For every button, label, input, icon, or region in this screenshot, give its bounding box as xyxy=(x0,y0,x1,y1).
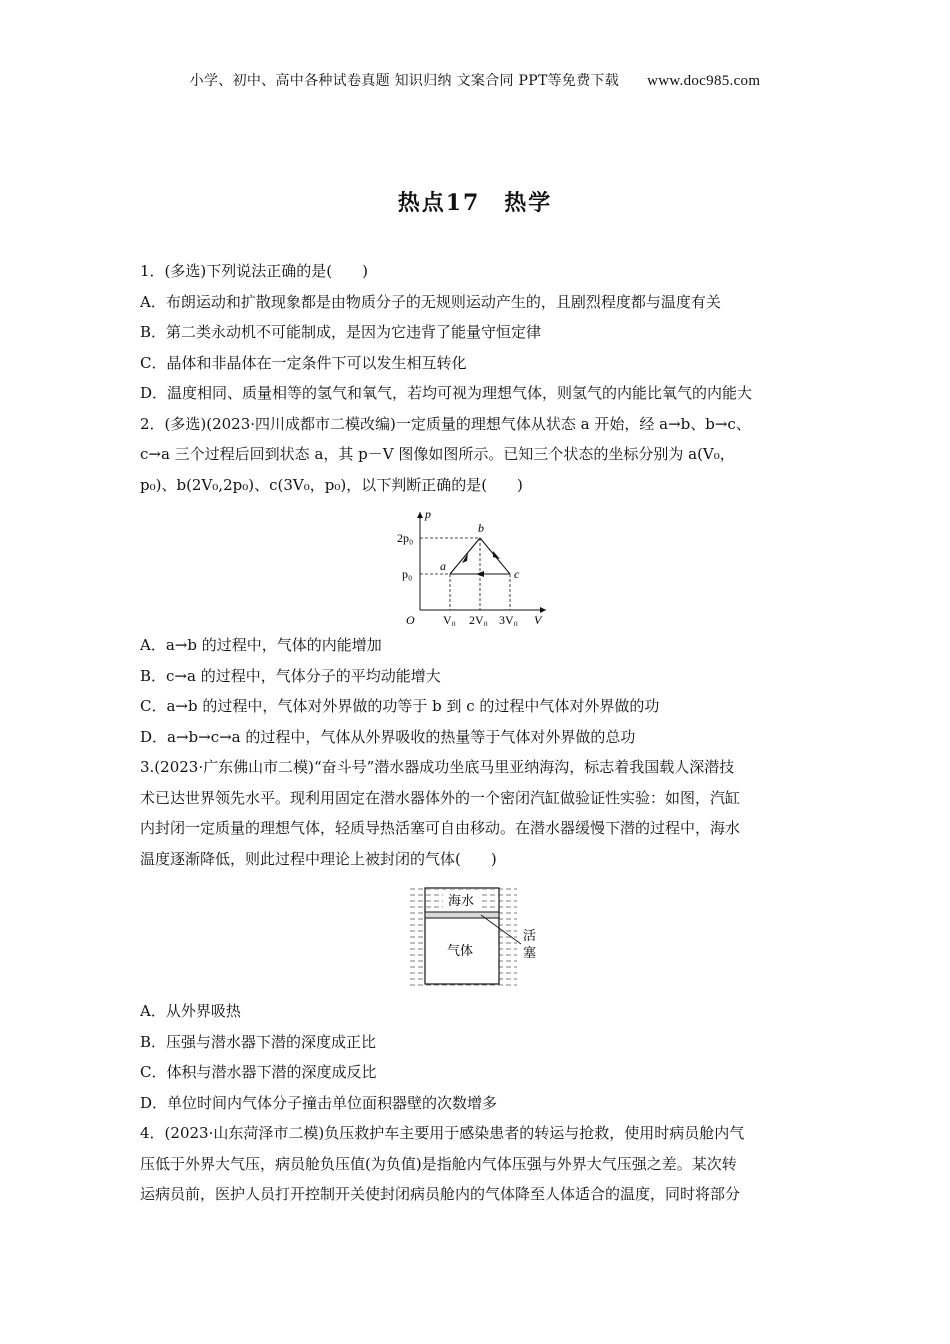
q2-stem-line-3: p₀)、b(2V₀,2p₀)、c(3V₀，p₀)，以下判断正确的是( ) xyxy=(140,475,523,494)
seawater-label: 海水 xyxy=(448,893,475,908)
arrow-b-c xyxy=(493,551,500,559)
q3-stem-line-3: 内封闭一定质量的理想气体，轻质导热活塞可自由移动。在潜水器缓慢下潜的过程中，海水 xyxy=(140,819,741,837)
point-a-label: a xyxy=(440,559,446,573)
page-title: 热点17 热学 xyxy=(397,190,553,216)
piston-label-2: 塞 xyxy=(523,945,537,960)
q3-option-b: B．压强与潜水器下潜的深度成正比 xyxy=(140,1032,377,1051)
cylinder-diagram xyxy=(401,880,551,992)
pv-graph xyxy=(396,506,556,626)
q2-stem-line-1: 2．(多选)(2023·四川成都市二模改编)一定质量的理想气体从状态 a 开始，经 a→b、b→c、 xyxy=(140,414,751,433)
q1-option-b: B．第二类永动机不可能制成，是因为它违背了能量守恒定律 xyxy=(140,323,542,341)
header-site: www.doc985.com xyxy=(647,73,761,89)
origin-label: O xyxy=(406,613,415,626)
q1-option-d: D．温度相同、质量相等的氢气和氧气，若均可视为理想气体，则氢气的内能比氧气的内能大 xyxy=(140,384,753,402)
arrow-c-a xyxy=(476,571,484,577)
point-c-label: c xyxy=(514,567,520,581)
q1-option-c: C．晶体和非晶体在一定条件下可以发生相互转化 xyxy=(140,353,467,372)
q3-option-d: D．单位时间内气体分子撞击单位面积器壁的次数增多 xyxy=(140,1093,498,1112)
q3-option-c: C．体积与潜水器下潜的深度成反比 xyxy=(140,1063,377,1081)
tick-2v0: 2V₀ xyxy=(469,613,488,626)
document-body xyxy=(140,256,812,1210)
q1-option-a: A．布朗运动和扩散现象都是由物质分子的无规则运动产生的，且剧烈程度都与温度有关 xyxy=(140,292,721,311)
question-3 xyxy=(140,752,812,1118)
piston-label-1: 活 xyxy=(523,928,537,943)
p-axis-label: p xyxy=(425,507,431,521)
q3-stem-line-4: 温度逐渐降低，则此过程中理论上被封闭的气体( ) xyxy=(140,849,497,868)
q4-line-1: 4．(2023·山东菏泽市二模)负压救护车主要用于感染患者的转运与抢救，使用时病员舱内气 xyxy=(140,1124,745,1142)
q2-option-b: B．c→a 的过程中，气体分子的平均动能增大 xyxy=(140,666,441,685)
question-1 xyxy=(140,256,812,409)
q3-option-a: A．从外界吸热 xyxy=(140,1002,241,1020)
tick-p0: p₀ xyxy=(402,567,413,581)
q4-line-2: 压低于外界大气压，病员舱负压值(为负值)是指舱内气体压强与外界大气压强之差。某次转 xyxy=(140,1154,737,1173)
cylinder-figure xyxy=(140,880,812,992)
question-4 xyxy=(140,1118,812,1210)
q2-stem-line-2: c→a 三个过程后回到状态 a，其 p－V 图像如图所示。已知三个状态的坐标分别为 a(V₀， xyxy=(140,445,735,463)
q2-option-c: C．a→b 的过程中，气体对外界做的功等于 b 到 c 的过程中气体对外界做的功 xyxy=(140,697,660,715)
tick-v0: V₀ xyxy=(443,613,456,626)
piston xyxy=(425,912,499,918)
q1-stem: 1．(多选)下列说法正确的是( ) xyxy=(140,262,368,280)
process-a-b xyxy=(450,538,480,574)
gas-label: 气体 xyxy=(447,943,474,958)
q2-option-a: A．a→b 的过程中，气体的内能增加 xyxy=(140,636,382,654)
v-axis-label: V xyxy=(534,613,542,626)
q4-line-3: 运病员前，医护人员打开控制开关使封闭病员舱内的气体降至人体适合的温度，同时将部分 xyxy=(140,1185,741,1203)
q2-option-d: D．a→b→c→a 的过程中，气体从外界吸收的热量等于气体对外界做的总功 xyxy=(140,727,636,746)
tick-3v0: 3V₀ xyxy=(499,613,518,626)
tick-2p0: 2p₀ xyxy=(397,531,414,545)
q3-stem-line-2: 术已达世界领先水平。现利用固定在潜水器体外的一个密闭汽缸做验证性实验：如图，汽缸 xyxy=(140,788,741,807)
pv-graph-figure xyxy=(140,506,812,626)
point-b-label: b xyxy=(478,521,484,535)
page-header xyxy=(0,70,950,90)
header-text: 小学、初中、高中各种试卷真题 知识归纳 文案合同 PPT等免费下载 xyxy=(189,73,620,89)
question-2 xyxy=(140,409,812,753)
q3-stem-line-1: 3.(2023·广东佛山市二模)“奋斗号”潜水器成功坐底马里亚纳海沟，标志着我国载人深潜技 xyxy=(140,758,735,776)
